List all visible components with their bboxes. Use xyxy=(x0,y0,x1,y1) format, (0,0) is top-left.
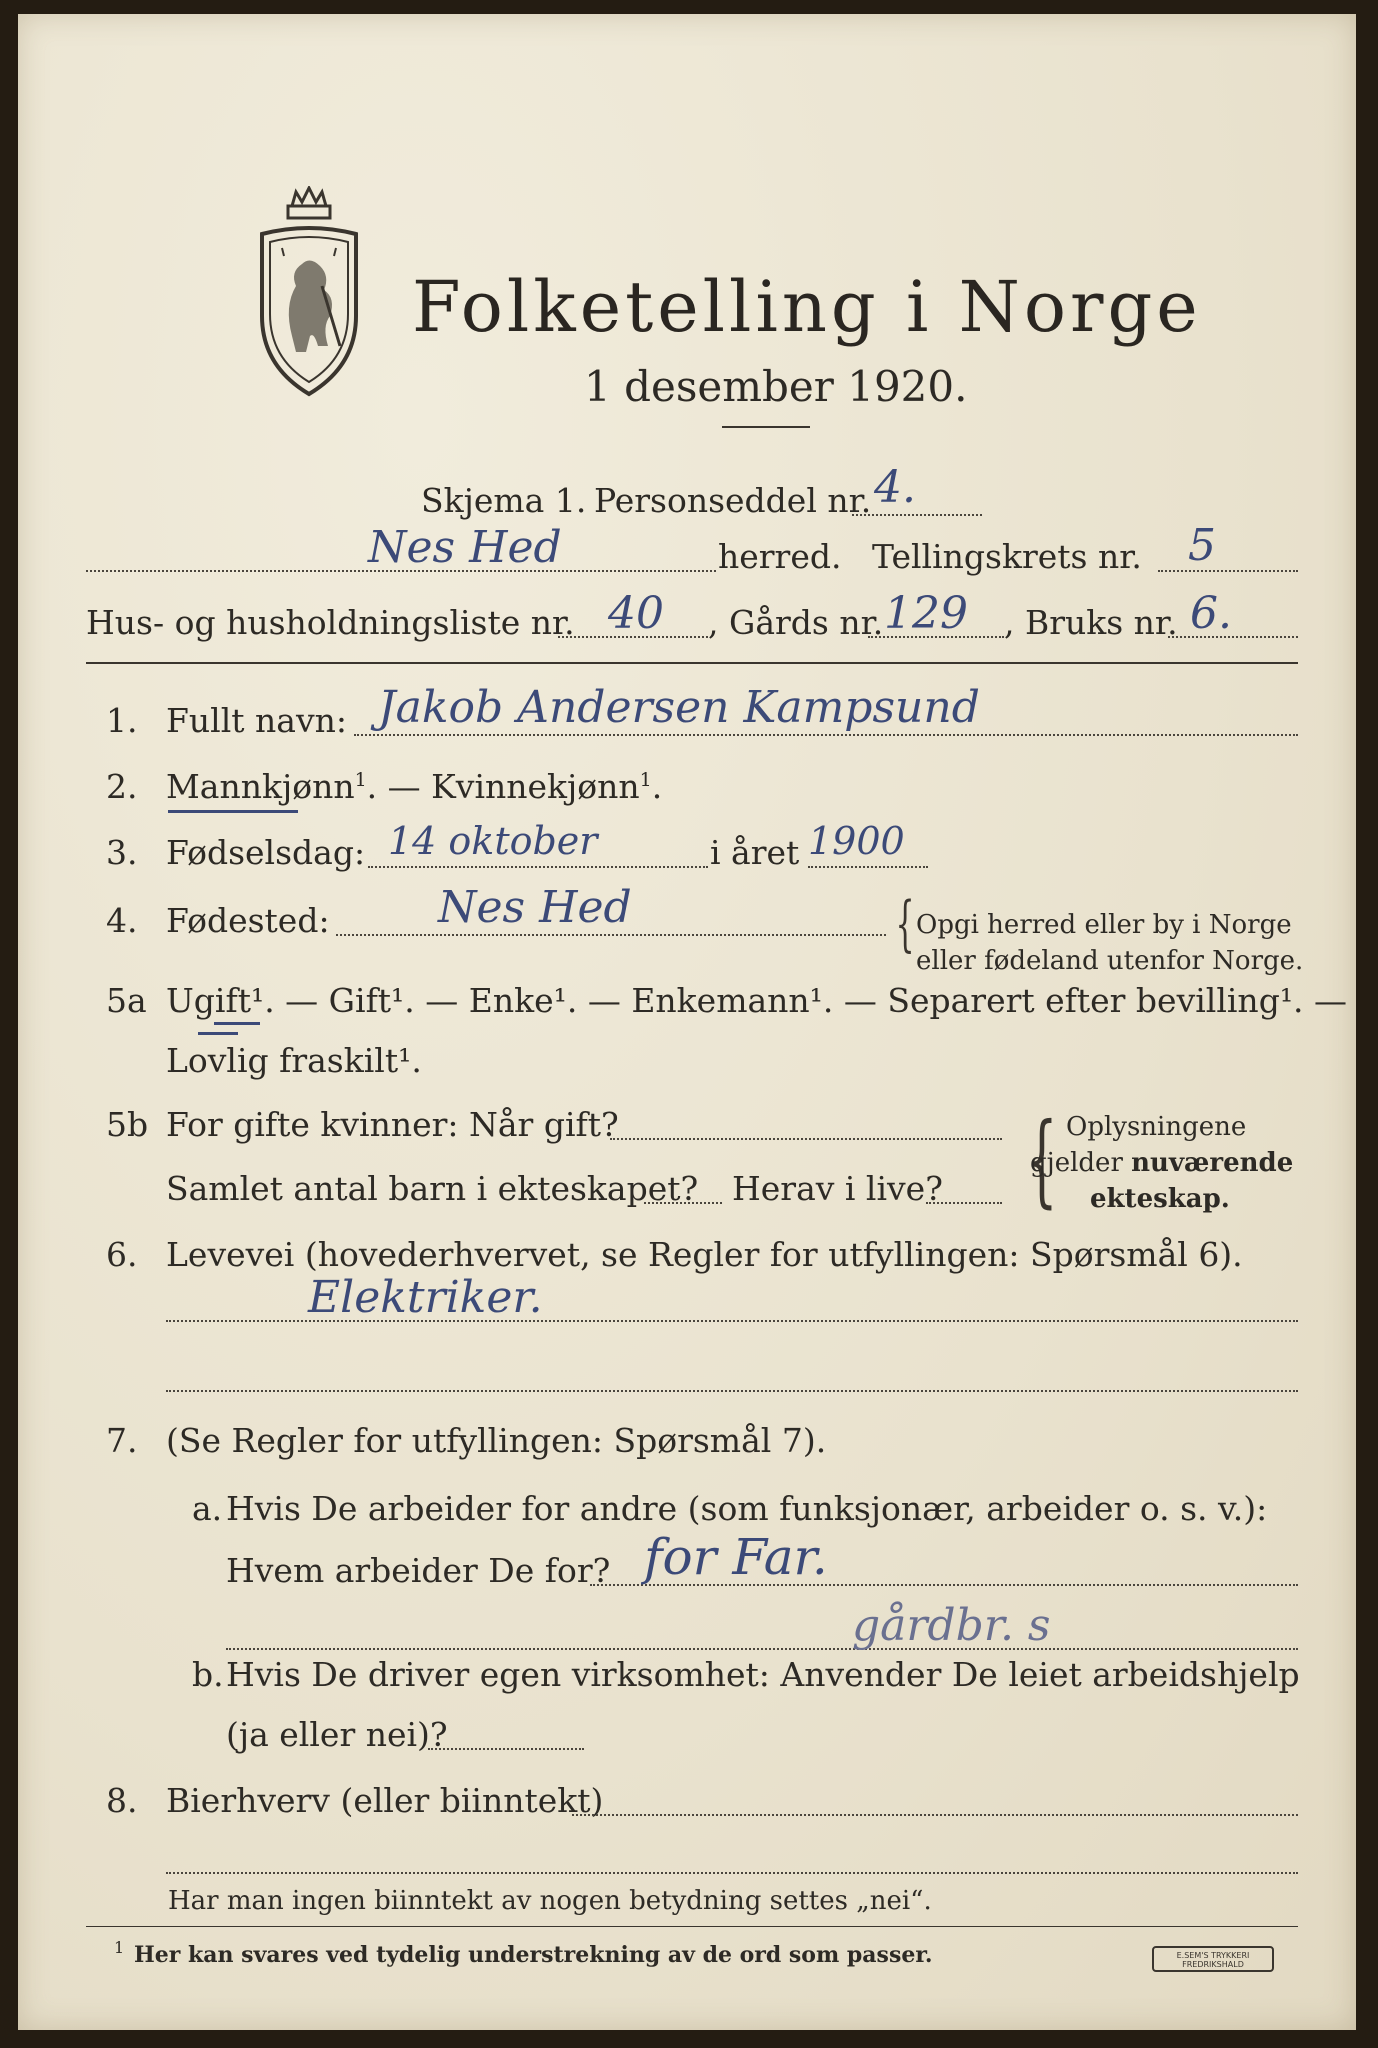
q5b-note-3: ekteskap. xyxy=(1090,1184,1230,1214)
q2-label: Mannkjønn$^1$. — Kvinnekjønn$^1$. xyxy=(166,767,663,806)
form-date: 1 desember 1920. xyxy=(584,362,968,411)
q5b-note-2: gjelder nuværende xyxy=(1030,1148,1294,1178)
bruks-line xyxy=(1168,636,1298,638)
q8-line-1 xyxy=(572,1814,1298,1816)
form-title: Folketelling i Norge xyxy=(412,266,1202,348)
husliste-label: Hus- og husholdningsliste nr. xyxy=(86,603,575,642)
q1-line xyxy=(354,734,1298,736)
q5a-number: 5a xyxy=(106,981,147,1020)
q5b-when-line xyxy=(610,1138,1002,1140)
skjema-label: Skjema 1. xyxy=(421,481,587,520)
q3-value: 14 oktober xyxy=(388,819,598,863)
q3-year-value: 1900 xyxy=(808,819,905,863)
norwegian-coat-of-arms-icon xyxy=(244,186,374,400)
footnote-text: Her kan svares ved tydelig understrekning av de ord som passer. xyxy=(134,1942,933,1968)
q2-male: Mannkjønn xyxy=(166,767,355,806)
q5b-when-married: For gifte kvinner: Når gift? xyxy=(166,1105,619,1144)
q2-male-underline xyxy=(168,810,298,813)
q7b-letter: b. xyxy=(192,1655,224,1694)
q3-line xyxy=(368,866,708,868)
husliste-value: 40 xyxy=(608,588,664,639)
q4-value: Nes Hed xyxy=(438,882,632,933)
q5a-ugift-underline-2 xyxy=(198,1032,238,1035)
title-divider xyxy=(722,426,810,428)
q7-label: (Se Regler for utfyllingen: Spørsmål 7). xyxy=(166,1421,827,1460)
footnote-divider xyxy=(86,1926,1298,1927)
q4-label: Fødested: xyxy=(166,901,330,940)
tellingskrets-value: 5 xyxy=(1188,520,1216,571)
personseddel-value: 4. xyxy=(874,462,916,513)
q6-number: 6. xyxy=(106,1235,138,1274)
q5b-children: Samlet antal barn i ekteskapet? xyxy=(166,1169,699,1208)
q6-label: Levevei (hovederhvervet, se Regler for utfyllingen: Spørsmål 6). xyxy=(166,1235,1243,1274)
bruks-label: , Bruks nr. xyxy=(1004,603,1178,642)
q7b-question: Hvis De driver egen virksomhet: Anvender De leiet arbeidshjelp xyxy=(226,1655,1300,1694)
q4-number: 4. xyxy=(106,901,138,940)
q5b-alive: Herav i live? xyxy=(732,1169,943,1208)
q4-note-1: Opgi herred eller by i Norge xyxy=(916,910,1292,940)
q3-year-line xyxy=(808,866,928,868)
herred-label: herred. xyxy=(718,537,842,576)
q5a-options: Ugift¹. — Gift¹. — Enke¹. — Enkemann¹. — Separert efter bevilling¹. — xyxy=(166,981,1348,1020)
printer-stamp xyxy=(1152,1946,1274,1972)
q5b-children-line xyxy=(644,1202,722,1204)
tellingskrets-line xyxy=(1158,570,1298,572)
herred-value: Nes Hed xyxy=(368,522,562,573)
q7a-line-2 xyxy=(226,1648,1298,1650)
q7a-question: Hvis De arbeider for andre (som funksjonær, arbeider o. s. v.): xyxy=(226,1489,1268,1528)
q5b-alive-line xyxy=(926,1202,1002,1204)
q5a-ugift-underline xyxy=(214,1022,260,1025)
q7-number: 7. xyxy=(106,1421,138,1460)
q6-line-2 xyxy=(166,1390,1298,1392)
printer-stamp-text: E.SEM'S TRYKKERI FREDRIKSHALD xyxy=(1176,1951,1250,1969)
bruks-value: 6. xyxy=(1190,588,1232,639)
gards-value: 129 xyxy=(884,588,968,639)
q1-value: Jakob Andersen Kampsund xyxy=(378,682,980,733)
personseddel-line xyxy=(852,514,982,516)
q7a-employer-value: for Far. xyxy=(644,1528,828,1586)
q7b-yes-no-label: (ja eller nei)? xyxy=(226,1715,448,1754)
tellingskrets-label: Tellingskrets nr. xyxy=(872,537,1142,576)
q1-label: Fullt navn: xyxy=(166,701,347,740)
q3-label: Fødselsdag: xyxy=(166,833,366,872)
q2-female: . — Kvinnekjønn xyxy=(366,767,640,806)
footnote-mark: 1 xyxy=(114,1938,125,1957)
q7b-line xyxy=(428,1748,584,1750)
q8-line-2 xyxy=(166,1872,1298,1874)
q3-year-label: i året xyxy=(710,833,800,872)
q8-label: Bierhverv (eller biinntekt) xyxy=(166,1781,604,1820)
no-income-note: Har man ingen biinntekt av nogen betydning settes „nei“. xyxy=(168,1886,932,1916)
q1-number: 1. xyxy=(106,701,138,740)
q2-number: 2. xyxy=(106,767,138,806)
census-form-page xyxy=(18,14,1356,2030)
personseddel-label: Personseddel nr. xyxy=(594,481,872,520)
q7a-employer-value-2: gårdbr. s xyxy=(852,1600,1051,1651)
q5b-note-1: Oplysningene xyxy=(1066,1112,1247,1142)
q6-value: Elektriker. xyxy=(308,1272,543,1323)
q4-note-2: eller fødeland utenfor Norge. xyxy=(916,946,1304,976)
gards-label: , Gårds nr. xyxy=(708,603,884,642)
q5a-options-2: Lovlig fraskilt¹. xyxy=(166,1041,422,1080)
q5b-note-brace: { xyxy=(1025,1101,1058,1218)
q7a-employer-label: Hvem arbeider De for? xyxy=(226,1551,611,1590)
q7a-letter: a. xyxy=(192,1489,223,1528)
header-divider xyxy=(86,662,1298,664)
q4-line xyxy=(336,934,886,936)
q5b-number: 5b xyxy=(106,1105,149,1144)
q3-number: 3. xyxy=(106,833,138,872)
q8-number: 8. xyxy=(106,1781,138,1820)
q4-note-brace: { xyxy=(895,889,915,959)
